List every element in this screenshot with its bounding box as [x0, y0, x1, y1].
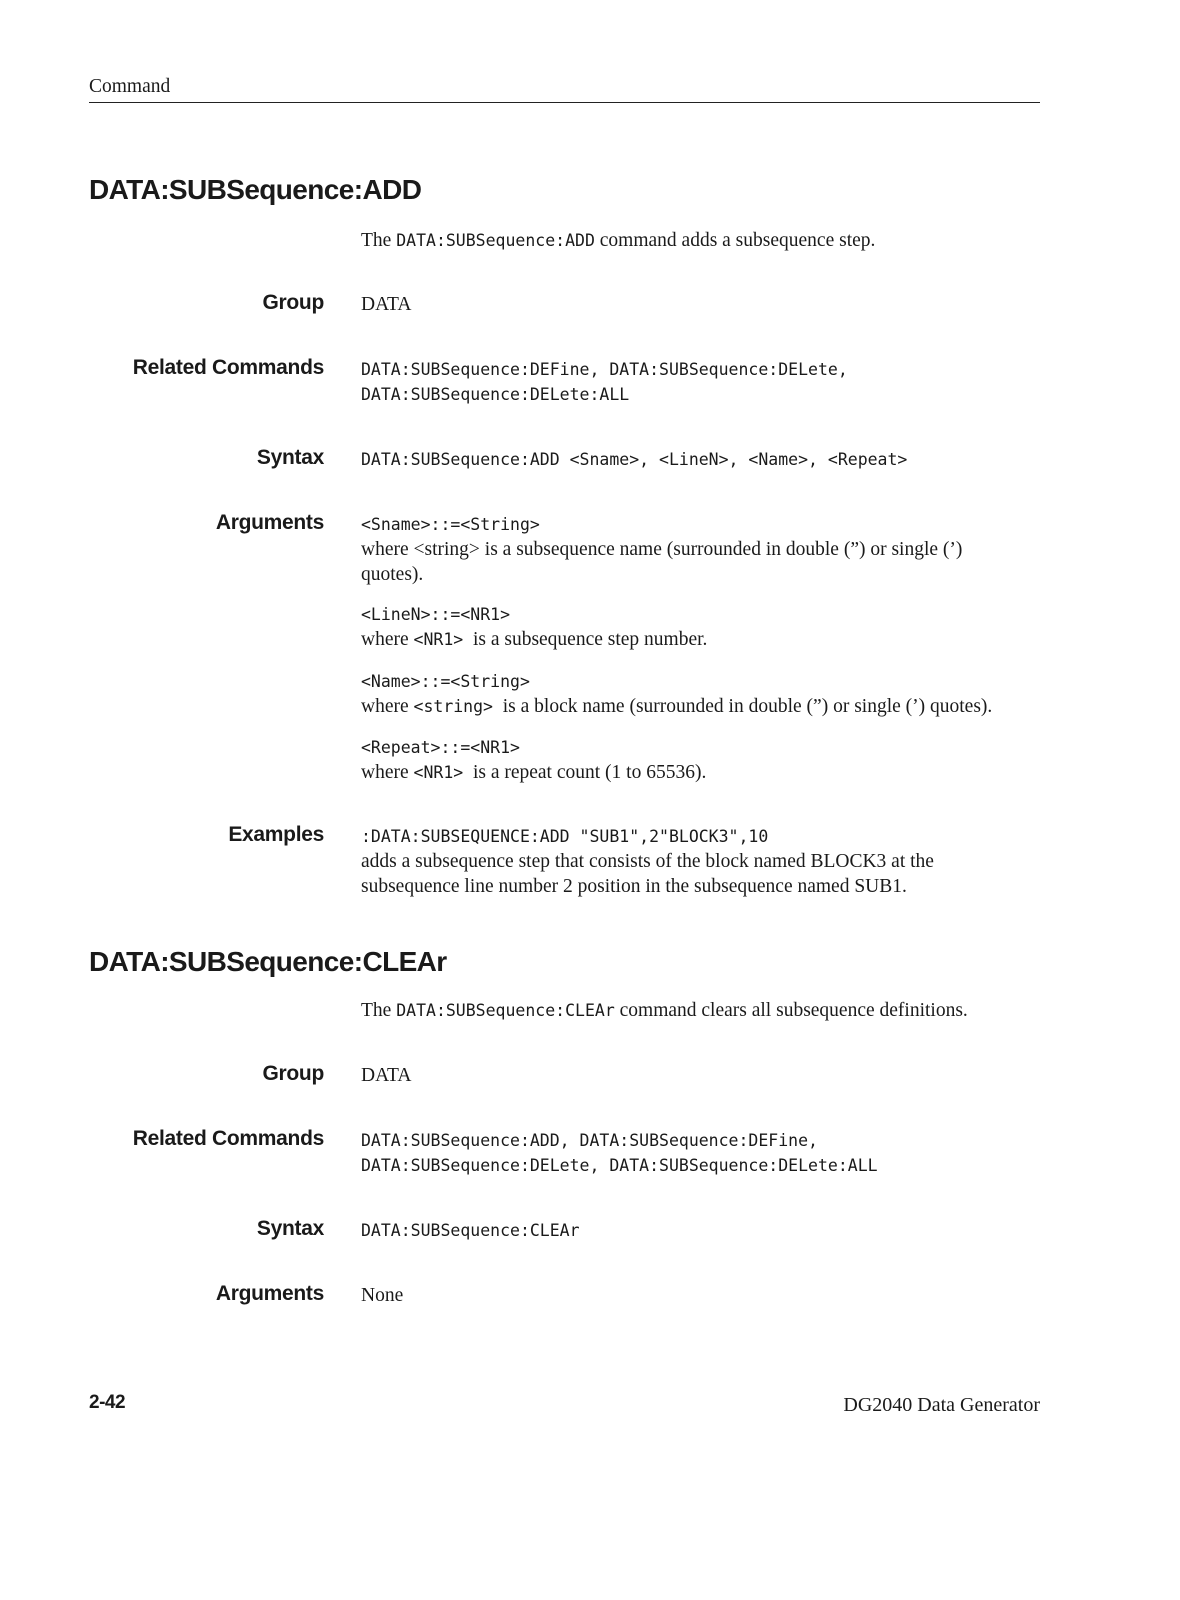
examples-label: Examples	[228, 823, 324, 846]
example-code: :DATA:SUBSEQUENCE:ADD "SUB1",2"BLOCK3",10	[361, 827, 769, 846]
argument-desc: where <string> is a subsequence name (surrounded in double (”) or single (’) quotes).	[361, 539, 963, 585]
arguments-list	[361, 512, 1051, 785]
argument-desc-pre: where	[361, 629, 414, 650]
related-commands-label: Related Commands	[132, 356, 324, 379]
syntax-label: Syntax	[256, 1217, 324, 1240]
argument-inline-code: <NR1>	[413, 630, 464, 649]
related-commands-line: DATA:SUBSequence:ADD, DATA:SUBSequence:DEFine,	[361, 1131, 818, 1150]
argument-code: <Sname>::=<String>	[361, 515, 540, 534]
group-value: DATA	[361, 1065, 412, 1086]
argument-code: <Repeat>::=<NR1>	[361, 738, 520, 757]
argument-item	[361, 735, 1051, 785]
syntax-value: DATA:SUBSequence:ADD <Sname>, <LineN>, <Name>, <Repeat>	[361, 450, 908, 469]
argument-desc-post: is a repeat count (1 to 65536).	[463, 762, 707, 783]
intro-code: DATA:SUBSequence:ADD	[396, 231, 595, 250]
running-header: Command	[89, 76, 171, 97]
intro-post: command adds a subsequence step.	[594, 230, 876, 251]
group-label: Group	[262, 291, 324, 314]
argument-desc-pre: where	[361, 762, 414, 783]
arguments-label: Arguments	[215, 1282, 324, 1305]
arguments-value: None	[361, 1285, 404, 1306]
example-desc: adds a subsequence step that consists of the block named BLOCK3 at the subsequence line number 2 position in the subsequence named SUB1.	[361, 851, 934, 897]
argument-desc-post: is a block name (surrounded in double (”) or single (’) quotes).	[493, 696, 993, 717]
intro-pre: The	[361, 230, 397, 251]
group-label: Group	[262, 1062, 324, 1085]
group-value: DATA	[361, 294, 412, 315]
related-commands-line: DATA:SUBSequence:DELete:ALL	[361, 385, 630, 404]
argument-item	[361, 602, 1051, 652]
command-description-clear	[361, 998, 1051, 1023]
argument-desc-pre: where	[361, 696, 414, 717]
page-number: 2-42	[89, 1392, 126, 1413]
related-commands-list	[361, 357, 1051, 407]
intro-pre: The	[361, 1000, 397, 1021]
argument-code: <LineN>::=<NR1>	[361, 605, 511, 624]
argument-code: <Name>::=<String>	[361, 672, 530, 691]
arguments-label: Arguments	[215, 511, 324, 534]
examples-block	[361, 824, 1051, 899]
command-title-clear: DATA:SUBSequence:CLEAr	[89, 946, 447, 977]
argument-inline-code: <string>	[413, 697, 493, 716]
argument-item	[361, 669, 1051, 719]
intro-code: DATA:SUBSequence:CLEAr	[396, 1001, 615, 1020]
syntax-value: DATA:SUBSequence:CLEAr	[361, 1221, 580, 1240]
document-title: DG2040 Data Generator	[843, 1394, 1040, 1416]
argument-item	[361, 512, 1051, 587]
header-rule	[89, 102, 1040, 103]
argument-desc-post: is a subsequence step number.	[463, 629, 708, 650]
related-commands-line: DATA:SUBSequence:DEFine, DATA:SUBSequence:DELete,	[361, 360, 848, 379]
command-description-add	[361, 228, 1051, 253]
related-commands-line: DATA:SUBSequence:DELete, DATA:SUBSequence:DELete:ALL	[361, 1156, 878, 1175]
related-commands-label: Related Commands	[132, 1127, 324, 1150]
intro-post: command clears all subsequence definitions.	[614, 1000, 968, 1021]
argument-inline-code: <NR1>	[413, 763, 464, 782]
command-title-add: DATA:SUBSequence:ADD	[89, 174, 422, 205]
syntax-label: Syntax	[256, 446, 324, 469]
related-commands-list	[361, 1128, 1051, 1178]
